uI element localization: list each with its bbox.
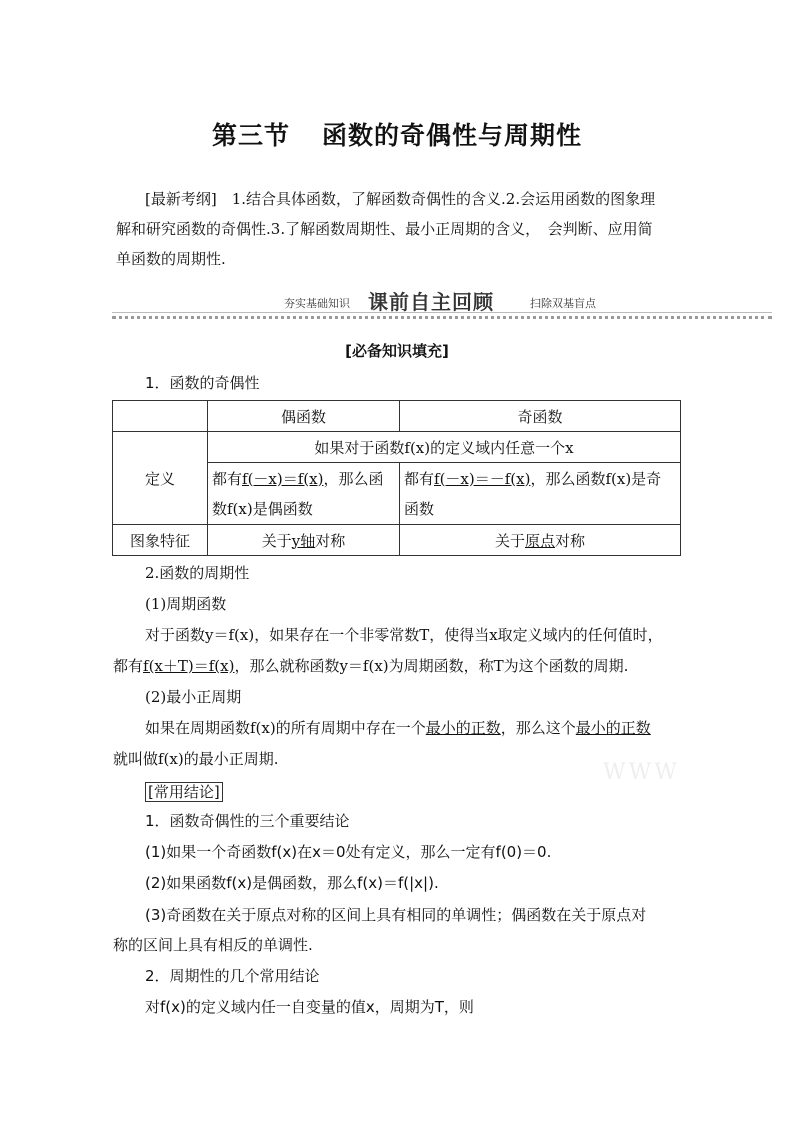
periodic-def-equation: f(x＋T)＝f(x) xyxy=(143,657,235,675)
odd-graph-origin: 原点 xyxy=(524,531,555,550)
conclusion-2-item-1: 对f(x)的定义域内任一自变量的值x，周期为T，则 xyxy=(145,998,474,1016)
even-graph-axis: y轴 xyxy=(291,531,316,550)
table-corner-cell xyxy=(113,401,208,432)
conclusions-tag-text: [常用结论] xyxy=(145,782,223,802)
parity-table xyxy=(112,400,681,556)
definition-common: 如果对于函数f(x)的定义域内任意一个x xyxy=(208,432,681,463)
objectives-line-2: 解和研究函数的奇偶性.3.了解函数周期性、最小正周期的含义， 会判断、应用简 xyxy=(116,220,653,238)
min-period-prefix: 如果在周期函数f(x)的所有周期中存在一个 xyxy=(145,719,426,737)
subsection-parity-title: 1．函数的奇偶性 xyxy=(145,374,260,392)
banner-right-text: 扫除双基盲点 xyxy=(530,297,596,310)
odd-graph-suffix: 对称 xyxy=(555,531,586,550)
periodic-def-suffix: ，那么就称函数y＝f(x)为周期函数，称T为这个函数的周期. xyxy=(234,657,629,675)
even-graph xyxy=(208,525,400,556)
title-topic: 函数的奇偶性与周期性 xyxy=(322,121,583,150)
min-period-term-1: 最小的正数 xyxy=(425,719,501,737)
header-odd: 奇函数 xyxy=(400,401,681,432)
min-period-line-1 xyxy=(145,717,651,738)
even-def-equation: f(－x)＝f(x) xyxy=(242,469,324,488)
odd-def-line2: 函数 xyxy=(404,499,435,518)
conclusion-1-item-3-line-2: 称的区间上具有相反的单调性. xyxy=(113,936,313,954)
conclusion-1-item-1: (1)如果一个奇函数f(x)在x＝0处有定义，那么一定有f(0)＝0. xyxy=(145,843,552,861)
banner-dotted-rule xyxy=(112,316,772,319)
min-period-line-2: 就叫做f(x)的最小正周期. xyxy=(113,750,279,768)
conclusion-1-title: 1．函数奇偶性的三个重要结论 xyxy=(145,812,350,830)
min-period-heading: (2)最小正周期 xyxy=(145,688,242,706)
even-graph-suffix: 对称 xyxy=(315,531,346,550)
periodic-def-line-1: 对于函数y＝f(x)，如果存在一个非零常数T，使得当x取定义域内的任何值时， xyxy=(145,626,663,644)
row-label-graph: 图象特征 xyxy=(113,525,208,556)
subsection-period-title: 2.函数的周期性 xyxy=(145,564,250,582)
min-period-term-2: 最小的正数 xyxy=(575,719,651,737)
min-period-mid: ，那么这个 xyxy=(500,719,576,737)
objectives-line-1: [最新考纲] 1.结合具体函数，了解函数奇偶性的含义.2.会运用函数的图象理 xyxy=(145,190,656,208)
even-def-prefix: 都有 xyxy=(212,469,243,488)
odd-def-prefix: 都有 xyxy=(404,469,435,488)
row-label-definition: 定义 xyxy=(113,432,208,525)
section-heading: [必备知识填充] xyxy=(345,342,449,360)
conclusion-1-item-3-line-1: (3)奇函数在关于原点对称的区间上具有相同的单调性；偶函数在关于原点对 xyxy=(145,906,647,924)
odd-def-suffix: ，那么函数f(x)是奇 xyxy=(530,469,662,488)
section-banner xyxy=(112,286,772,322)
odd-definition xyxy=(400,463,681,525)
even-def-suffix: ，那么函 xyxy=(323,469,384,488)
even-definition xyxy=(208,463,400,525)
banner-main-text: 课前自主回顾 xyxy=(368,290,494,314)
title-section-number: 第三节 xyxy=(211,121,290,150)
odd-graph xyxy=(400,525,681,556)
periodic-def-line-2 xyxy=(113,655,628,676)
watermark: WWW xyxy=(603,760,680,785)
periodic-function-heading: (1)周期函数 xyxy=(145,595,227,613)
objectives-line-3: 单函数的周期性. xyxy=(116,250,226,268)
banner-rule xyxy=(112,312,772,313)
odd-graph-prefix: 关于 xyxy=(494,531,525,550)
conclusions-tag xyxy=(145,781,223,802)
header-even: 偶函数 xyxy=(208,401,400,432)
conclusion-2-title: 2．周期性的几个常用结论 xyxy=(145,967,320,985)
periodic-def-prefix: 都有 xyxy=(113,657,144,675)
even-graph-prefix: 关于 xyxy=(261,531,292,550)
page-title xyxy=(0,116,794,152)
even-def-line2: 数f(x)是偶函数 xyxy=(212,499,313,518)
odd-def-equation: f(－x)＝－f(x) xyxy=(434,469,531,488)
banner-left-text: 夯实基础知识 xyxy=(284,297,350,310)
conclusion-1-item-2: (2)如果函数f(x)是偶函数，那么f(x)＝f(|x|). xyxy=(145,874,439,892)
